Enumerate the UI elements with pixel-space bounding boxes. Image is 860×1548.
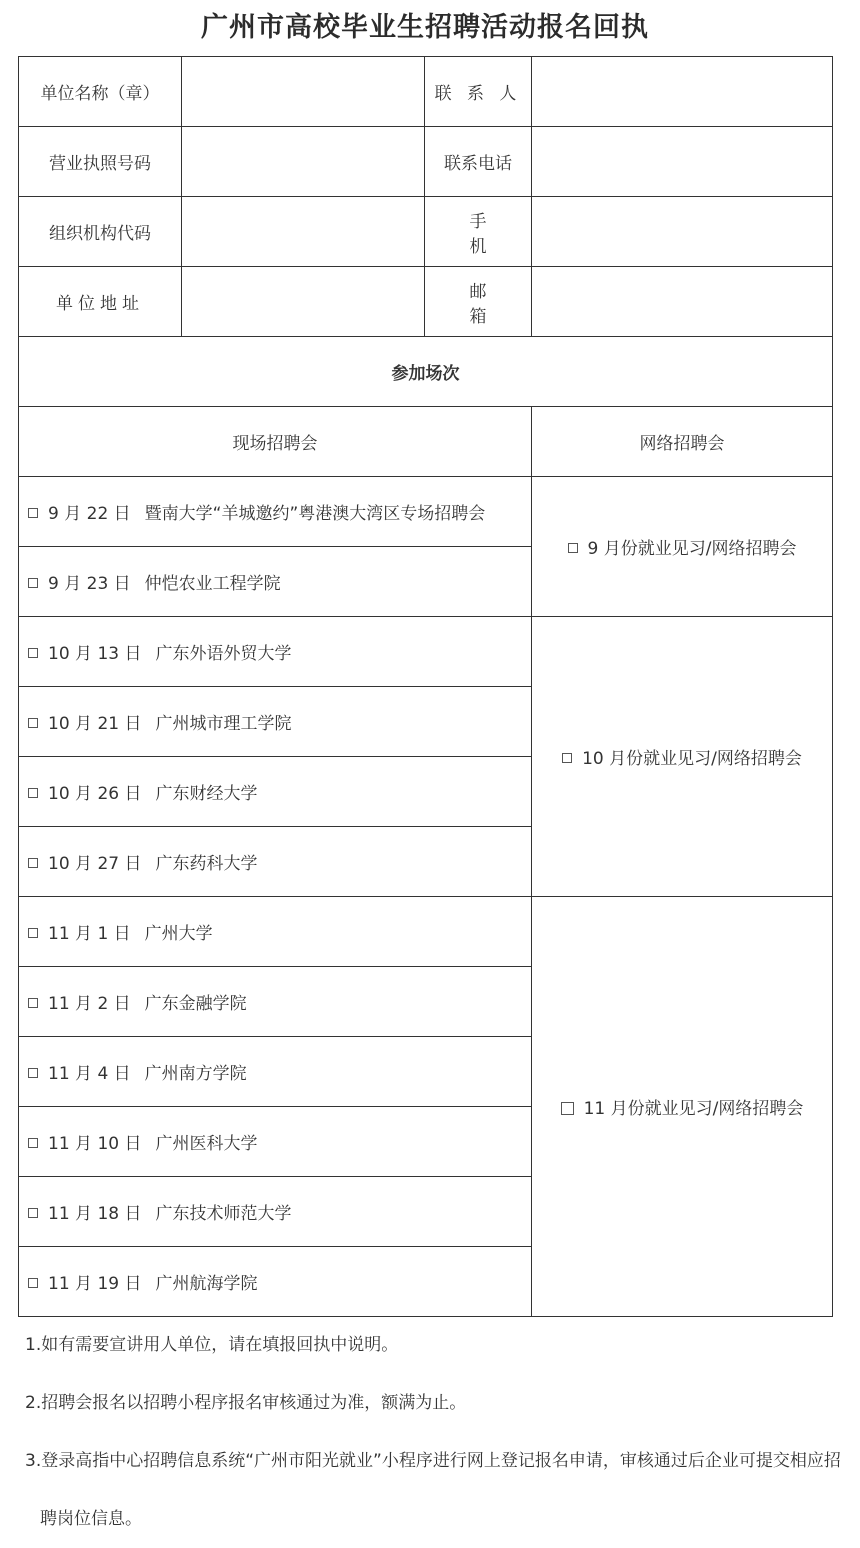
checkbox[interactable] [28, 648, 38, 658]
online-option-sep[interactable] [532, 477, 833, 617]
session-date: 11 月 4 日 [48, 1064, 131, 1084]
session-item[interactable] [19, 477, 532, 547]
session-date: 9 月 22 日 [48, 504, 131, 524]
session-venue: 广东财经大学 [155, 784, 258, 804]
org-code-label: 组织机构代码 [19, 197, 182, 267]
session-item[interactable] [19, 897, 532, 967]
unit-name-field[interactable] [182, 57, 425, 127]
session-venue: 广州南方学院 [144, 1064, 247, 1084]
session-item[interactable] [19, 687, 532, 757]
note-2: 2.招聘会报名以招聘小程序报名审核通过为准，额满为止。 [25, 1393, 467, 1413]
session-date: 11 月 19 日 [48, 1274, 142, 1294]
session-date: 9 月 23 日 [48, 574, 131, 594]
checkbox[interactable] [28, 998, 38, 1008]
email-label: 邮 箱 [425, 267, 532, 337]
session-venue: 广东药科大学 [155, 854, 258, 874]
business-license-field[interactable] [182, 127, 425, 197]
checkbox[interactable] [561, 1102, 574, 1115]
session-venue: 广东外语外贸大学 [155, 644, 292, 664]
session-venue: 暨南大学“羊城邀约”粤港澳大湾区专场招聘会 [144, 504, 486, 524]
mobile-label: 手 机 [425, 197, 532, 267]
session-venue: 仲恺农业工程学院 [144, 574, 281, 594]
contact-person-field[interactable] [532, 57, 833, 127]
session-date: 11 月 18 日 [48, 1204, 142, 1224]
note-3: 3.登录高指中心招聘信息系统“广州市阳光就业”小程序进行网上登记报名申请，审核通过后企业可提交相应招聘岗位信息。 [25, 1451, 841, 1529]
checkbox[interactable] [28, 858, 38, 868]
session-item[interactable] [19, 827, 532, 897]
contact-phone-label: 联系电话 [425, 127, 532, 197]
business-license-label: 营业执照号码 [19, 127, 182, 197]
session-item[interactable] [19, 617, 532, 687]
session-date: 10 月 21 日 [48, 714, 142, 734]
checkbox[interactable] [562, 753, 572, 763]
mobile-field[interactable] [532, 197, 833, 267]
session-venue: 广东技术师范大学 [155, 1204, 292, 1224]
session-item[interactable] [19, 967, 532, 1037]
form-row-address [19, 267, 833, 337]
online-option-label: 9 月份就业见习/网络招聘会 [587, 539, 797, 559]
online-option-label: 10 月份就业见习/网络招聘会 [582, 749, 802, 769]
email-field[interactable] [532, 267, 833, 337]
column-header-row [19, 407, 833, 477]
session-venue: 广东金融学院 [144, 994, 247, 1014]
session-date: 11 月 1 日 [48, 924, 131, 944]
online-header: 网络招聘会 [532, 407, 833, 477]
org-code-field[interactable] [182, 197, 425, 267]
session-item[interactable] [19, 1247, 532, 1317]
unit-name-label: 单位名称（章） [19, 57, 182, 127]
form-row-unit-name [19, 57, 833, 127]
online-option-label: 11 月份就业见习/网络招聘会 [583, 1099, 804, 1119]
checkbox[interactable] [28, 718, 38, 728]
checkbox[interactable] [28, 1278, 38, 1288]
contact-phone-field[interactable] [532, 127, 833, 197]
session-item[interactable] [19, 547, 532, 617]
session-row [19, 897, 833, 967]
online-option-nov[interactable] [532, 897, 833, 1317]
session-row [19, 477, 833, 547]
checkbox[interactable] [28, 1138, 38, 1148]
session-item[interactable] [19, 1037, 532, 1107]
onsite-header: 现场招聘会 [19, 407, 532, 477]
session-item[interactable] [19, 757, 532, 827]
session-item[interactable] [19, 1177, 532, 1247]
unit-address-field[interactable] [182, 267, 425, 337]
checkbox[interactable] [28, 508, 38, 518]
contact-person-label: 联 系 人 [425, 57, 532, 127]
notes [25, 1316, 855, 1548]
checkbox[interactable] [568, 543, 578, 553]
checkbox[interactable] [28, 1208, 38, 1218]
session-venue: 广州航海学院 [155, 1274, 258, 1294]
page-title: 广州市高校毕业生招聘活动报名回执 [201, 12, 649, 43]
checkbox[interactable] [28, 1068, 38, 1078]
section-header-row [19, 337, 833, 407]
checkbox[interactable] [28, 928, 38, 938]
session-date: 10 月 27 日 [48, 854, 142, 874]
session-date: 10 月 13 日 [48, 644, 142, 664]
session-date: 11 月 2 日 [48, 994, 131, 1014]
session-date: 10 月 26 日 [48, 784, 142, 804]
session-row [19, 617, 833, 687]
session-venue: 广州医科大学 [155, 1134, 258, 1154]
form-row-license [19, 127, 833, 197]
session-venue: 广州城市理工学院 [155, 714, 292, 734]
section-header: 参加场次 [19, 337, 833, 407]
session-item[interactable] [19, 1107, 532, 1177]
unit-address-label: 单位地址 [19, 267, 182, 337]
session-date: 11 月 10 日 [48, 1134, 142, 1154]
registration-form-table [18, 56, 833, 1317]
online-option-oct[interactable] [532, 617, 833, 897]
form-row-org-code [19, 197, 833, 267]
checkbox[interactable] [28, 788, 38, 798]
note-1: 1.如有需要宣讲用人单位，请在填报回执中说明。 [25, 1335, 399, 1355]
session-venue: 广州大学 [144, 924, 213, 944]
checkbox[interactable] [28, 578, 38, 588]
